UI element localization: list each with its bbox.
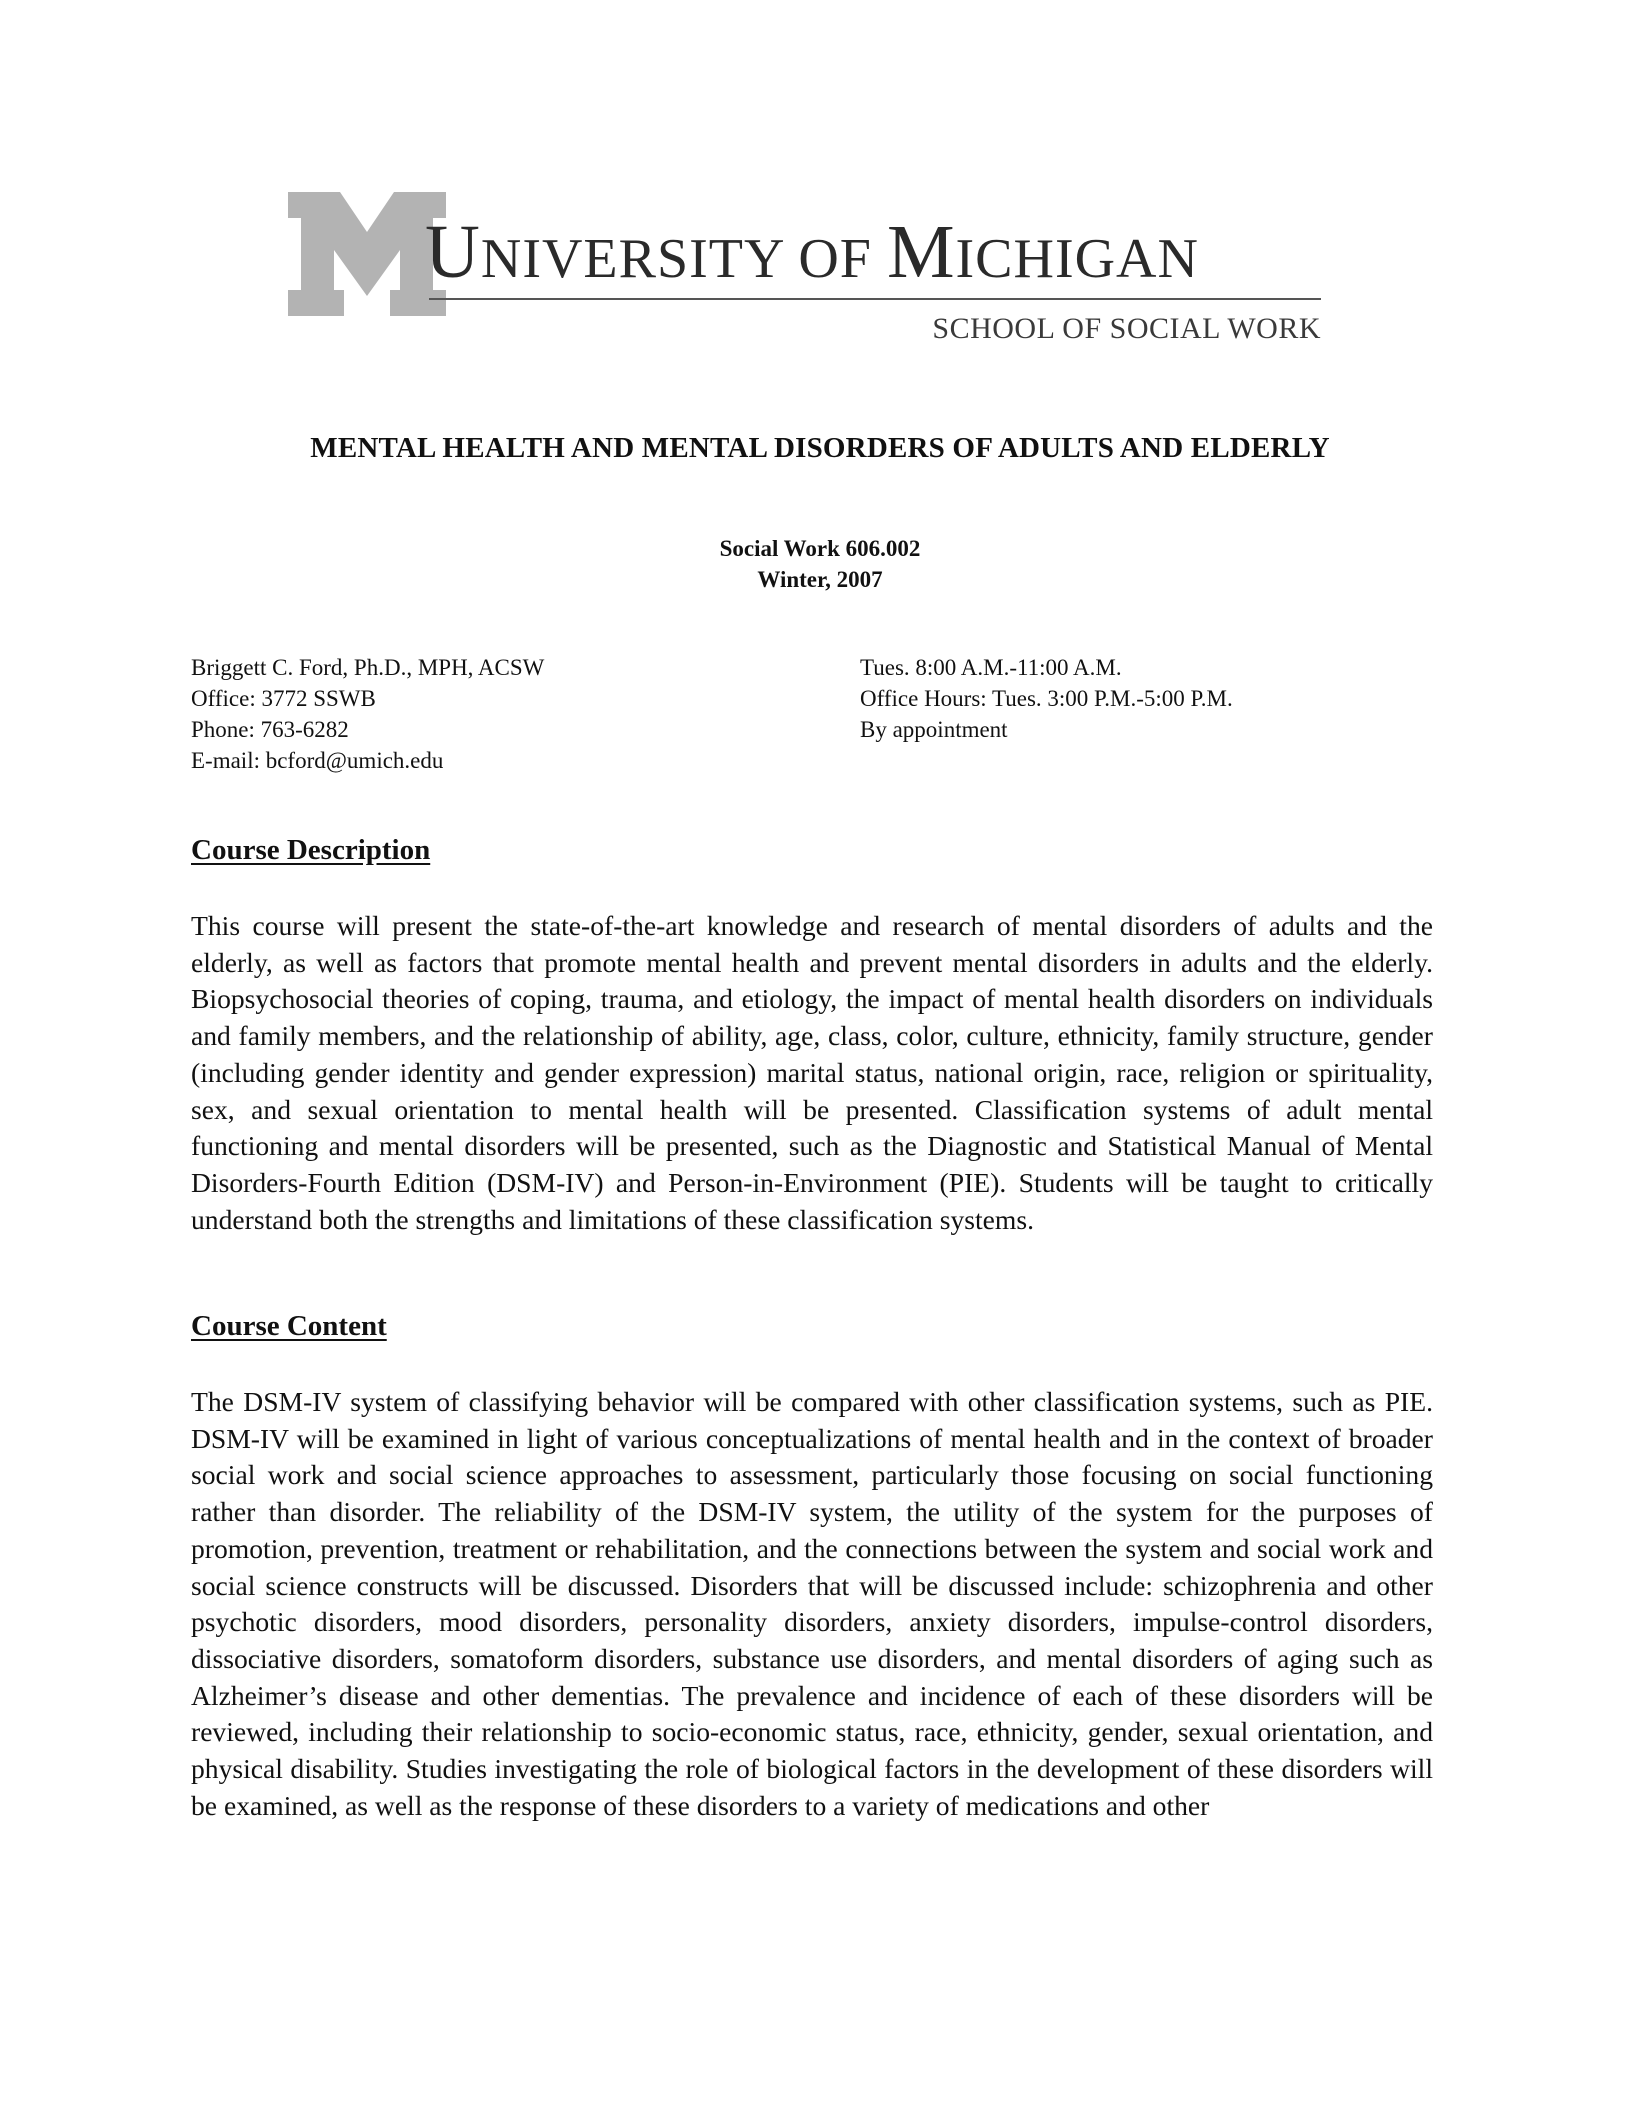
appointment-note: By appointment: [860, 717, 1008, 742]
course-description-body: This course will present the state-of-the-art knowledge and research of mental disorders of adults and the elderly, as well as factors that promote mental health and prevent mental disorders in adults and the elderly. Biopsychosocial theories of coping, trauma, and etiology, the impact of mental health disorders on individuals and family members, and the relationship of ability, age, class, color, culture, ethnicity, family structure, gender (including gender identity and gender expression) marital status, national origin, race, religion or spirituality, sex, and sexual orientation to mental health will be presented. Classification systems of adult mental functioning and mental disorders will be presented, such as the Diagnostic and Statistical Manual of Mental Disorders-Fourth Edition (DSM-IV) and Person-in-Environment (PIE). Students will be taught to critically understand both the strengths and limitations of these classification systems.: [191, 910, 1433, 1235]
course-content-heading: Course Content: [191, 1310, 387, 1342]
instructor-email: E-mail: bcford@umich.edu: [191, 748, 444, 773]
university-name: UNIVERSITY OF MICHIGAN: [425, 210, 1199, 294]
instructor-contact: [191, 652, 544, 776]
office-hours: Office Hours: Tues. 3:00 P.M.-5:00 P.M.: [860, 686, 1233, 711]
course-title: MENTAL HEALTH AND MENTAL DISORDERS OF ADULTS AND ELDERLY: [310, 432, 1330, 464]
course-content-body: The DSM-IV system of classifying behavior will be compared with other classification systems, such as PIE. DSM-IV will be examined in light of various conceptualizations of mental health and in the context of broader social work and social science approaches to assessment, particularly those focusing on social functioning rather than disorder. The reliability of the DSM-IV system, the utility of the system for the purposes of promotion, prevention, treatment or rehabilitation, and the connections between the system and social work and social science constructs will be discussed. Disorders that will be discussed include: schizophrenia and other psychotic disorders, mood disorders, personality disorders, anxiety disorders, impulse-control disorders, dissociative disorders, somatoform disorders, substance use disorders, and mental disorders of aging such as Alzheimer’s disease and other dementias. The prevalence and incidence of each of these disorders will be reviewed, including their relationship to socio-economic status, race, ethnicity, gender, sexual orientation, and physical disability. Studies investigating the role of biological factors in the development of these disorders will be examined, as well as the response of these disorders to a variety of medications and other: [191, 1386, 1433, 1821]
course-number: Social Work 606.002: [719, 536, 921, 561]
block-m-shape: [288, 192, 446, 316]
course-code-block: [0, 533, 1640, 595]
school-name: SCHOOL OF SOCIAL WORK: [932, 312, 1321, 345]
instructor-office: Office: 3772 SSWB: [191, 686, 376, 711]
block-m-logo: [288, 192, 446, 316]
course-term: Winter, 2007: [757, 567, 883, 592]
instructor-name: Briggett C. Ford, Ph.D., MPH, ACSW: [191, 655, 545, 680]
letterhead: [283, 188, 1333, 358]
class-schedule: [860, 652, 1233, 745]
class-time: Tues. 8:00 A.M.-11:00 A.M.: [860, 655, 1122, 680]
letterhead-rule: [429, 298, 1321, 300]
course-description-heading: Course Description: [191, 834, 431, 866]
instructor-phone: Phone: 763-6282: [191, 717, 349, 742]
